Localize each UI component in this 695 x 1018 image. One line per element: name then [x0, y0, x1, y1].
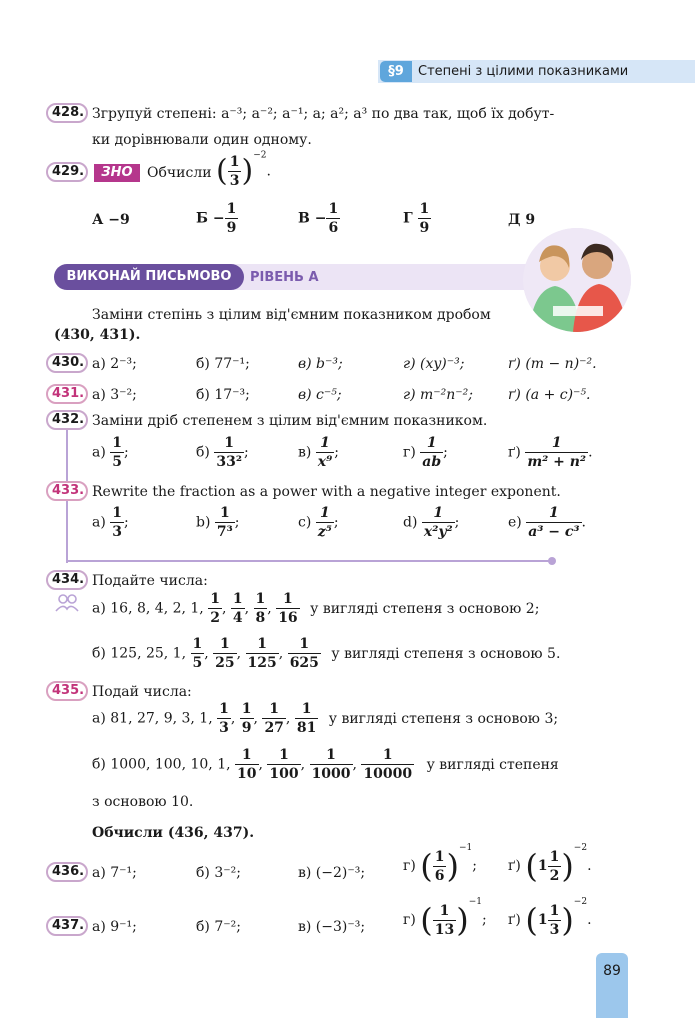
- problem-436-item-g: г) ( $\frac{1}{6}$ )$^{-1}$;: [403, 843, 477, 885]
- problem-432-item-b: б) $\frac{1}{\text{33²}}$ ;: [196, 435, 249, 470]
- problem-number-436: 436.: [46, 862, 88, 882]
- problem-430-item-b: б) 77⁻¹;: [196, 356, 250, 372]
- problem-number-434: 434.: [46, 570, 88, 590]
- problem-429-expression: ( $\frac{1}{3}$ )$^{-2}$.: [216, 150, 271, 189]
- section-title: Степені з цілими показниками: [418, 64, 629, 79]
- problem-432-item-g: г) $\frac{1}{ab}$ ;: [403, 435, 448, 470]
- problem-432-text: Заміни дріб степенем з цілим від'ємним показником.: [92, 413, 488, 429]
- problem-number-437: 437.: [46, 916, 88, 936]
- problem-434-text: Подайте числа:: [92, 573, 208, 589]
- answer-option-a: А −9: [92, 212, 130, 228]
- problem-436-item-gg: ґ) (1 $\frac{1}{2}$ )$^{-2}$.: [508, 843, 592, 885]
- problem-436-item-v: в) (−2)⁻³;: [298, 865, 366, 881]
- problem-433-item-a: a) $\frac{1}{3}$ ;: [92, 505, 129, 540]
- banner-written-task: ВИКОНАЙ ПИСЬМОВО: [54, 264, 244, 290]
- problem-433-item-b: b) $\frac{1}{\text{7³}}$ ;: [196, 505, 240, 540]
- problem-437-item-v: в) (−3)⁻³;: [298, 919, 366, 935]
- zno-badge: ЗНО: [94, 164, 140, 182]
- answer-option-d: Д 9: [508, 212, 536, 228]
- problem-437-item-a: а) 9⁻¹;: [92, 919, 137, 935]
- problem-433-text: Rewrite the fraction as a power with a negative integer exponent.: [92, 484, 561, 500]
- problem-435-part-a: а) 81, 27, 9, 3, 1, $\frac{1}{3}$ , $\frac{1}{9}$ , $\frac{1}{27}$ , $\frac{1}{81}$ у вигляді степеня з основою 3;: [92, 701, 559, 736]
- section-badge: §9: [380, 61, 412, 82]
- problem-428-text-line1: Згрупуй степені: a⁻³; a⁻²; a⁻¹; a; a²; a³ по два так, щоб їх добут-: [92, 106, 555, 122]
- problem-432-item-gg: ґ) $\frac{1}{\text{m² + n²}}$ .: [508, 435, 593, 470]
- problem-433-item-d: d) $\frac{1}{\text{x²y²}}$ ;: [403, 505, 460, 540]
- problem-436-item-b: б) 3⁻²;: [196, 865, 241, 881]
- problem-431-item-b: б) 17⁻³;: [196, 387, 250, 403]
- problem-436-item-a: а) 7⁻¹;: [92, 865, 137, 881]
- problem-number-428: 428.: [46, 103, 88, 123]
- intro-430-431-line1: Заміни степінь з цілим від'ємним показником дробом: [92, 307, 491, 323]
- answer-option-g: Г $\frac{1}{9}$: [403, 201, 430, 236]
- group-bracket-horizontal: [66, 560, 552, 562]
- problem-number-435: 435.: [46, 681, 88, 701]
- answer-option-b: Б − $\frac{1}{9}$: [196, 201, 237, 236]
- problem-number-431: 431.: [46, 384, 88, 404]
- problem-435-text: Подай числа:: [92, 684, 192, 700]
- problem-433-item-e: e) $\frac{1}{\text{a³ − c³}}$ .: [508, 505, 586, 540]
- problem-434-part-b: б) 125, 25, 1, $\frac{1}{5}$ , $\frac{1}{25}$ , $\frac{1}{125}$ , $\frac{1}{625}$ у вигляді степеня з основою 5.: [92, 636, 561, 671]
- intro-430-431-line2: (430, 431).: [54, 327, 141, 343]
- problem-430-item-g: г) (xy)⁻³;: [403, 356, 465, 372]
- group-bracket-dot: [548, 557, 556, 565]
- problem-431-item-v: в) c⁻⁵;: [298, 387, 342, 403]
- problem-435-part-b-line2: з основою 10.: [92, 794, 194, 810]
- problem-428-text-line2: ки дорівнювали один одному.: [92, 132, 312, 148]
- problem-431-item-a: а) 3⁻²;: [92, 387, 137, 403]
- problem-430-item-v: в) b⁻³;: [298, 356, 343, 372]
- problem-431-item-gg: ґ) (a + c)⁻⁵.: [508, 387, 591, 403]
- page-number: 89: [596, 953, 628, 1018]
- problem-432-item-v: в) $\frac{1}{\text{x⁹}}$ ;: [298, 435, 339, 470]
- problem-430-item-gg: ґ) (m − n)⁻².: [508, 356, 597, 372]
- problem-number-433: 433.: [46, 481, 88, 501]
- students-photo: [523, 228, 631, 332]
- problem-437-item-b: б) 7⁻²;: [196, 919, 241, 935]
- problem-433-item-c: c) $\frac{1}{\text{z⁵}}$ ;: [298, 505, 339, 540]
- problem-437-item-g: г) ( $\frac{1}{13}$ )$^{-1}$;: [403, 897, 487, 939]
- problem-431-item-g: г) m⁻²n⁻²;: [403, 387, 473, 403]
- pair-work-icon: [54, 593, 80, 616]
- problem-number-429: 429.: [46, 162, 88, 182]
- problem-434-part-a: а) 16, 8, 4, 2, 1, $\frac{1}{2}$ , $\frac{1}{4}$ , $\frac{1}{8}$ , $\frac{1}{16}$ у вигляді степеня з основою 2;: [92, 591, 540, 626]
- problem-437-item-gg: ґ) (1 $\frac{1}{3}$ )$^{-2}$.: [508, 897, 592, 939]
- problem-435-part-b: б) 1000, 100, 10, 1, $\frac{1}{10}$ , $\frac{1}{100}$ , $\frac{1}{1000}$ , $\frac{1}{10000}$ у вигляді степеня: [92, 747, 559, 782]
- problem-430-item-a: а) 2⁻³;: [92, 356, 137, 372]
- problem-429-text: Обчисли: [147, 165, 212, 181]
- intro-436-437: Обчисли (436, 437).: [92, 825, 255, 841]
- problem-number-432: 432.: [46, 410, 88, 430]
- banner-level: РІВЕНЬ А: [250, 270, 319, 285]
- problem-432-item-a: а) $\frac{1}{5}$ ;: [92, 435, 129, 470]
- problem-number-430: 430.: [46, 353, 88, 373]
- answer-option-v: В − $\frac{1}{6}$: [298, 201, 339, 236]
